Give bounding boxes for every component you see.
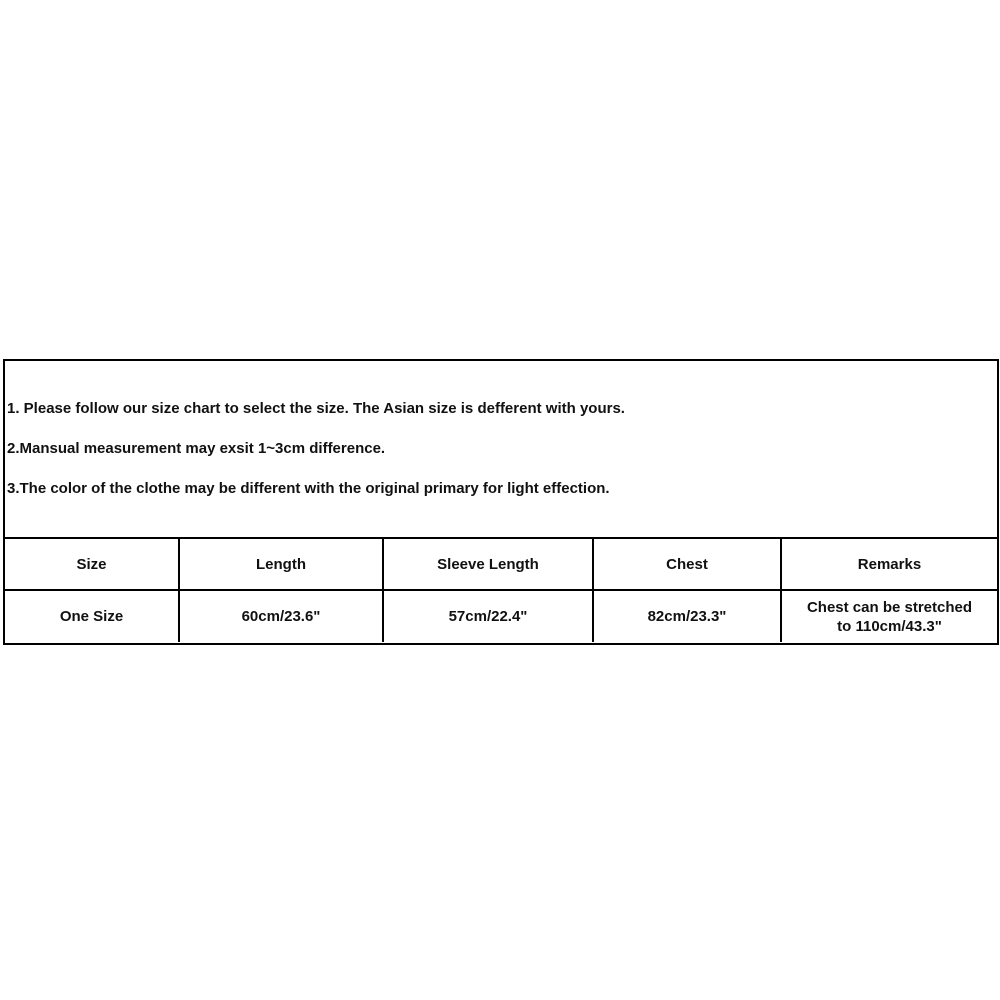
note-color: 3.The color of the clothe may be different with the original primary for light effection.: [7, 480, 610, 497]
size-notes: [5, 361, 997, 537]
size-table: [5, 537, 997, 642]
note-measurement: 2.Mansual measurement may exsit 1~3cm difference.: [7, 440, 386, 457]
table-header-row: [5, 538, 997, 590]
cell-size: One Size: [5, 590, 179, 642]
remarks-line-2: to 110cm/43.3": [837, 617, 942, 635]
header-remarks: Remarks: [781, 538, 997, 590]
header-sleeve-length: Sleeve Length: [383, 538, 593, 590]
cell-sleeve-length: 57cm/22.4": [383, 590, 593, 642]
remarks-line-1: Chest can be stretched: [806, 598, 973, 616]
cell-remarks: [781, 590, 997, 642]
note-size-chart: 1. Please follow our size chart to select the size. The Asian size is defferent with yours.: [7, 400, 625, 417]
cell-chest: 82cm/23.3": [593, 590, 781, 642]
header-size: Size: [5, 538, 179, 590]
size-chart-box: [3, 359, 999, 645]
cell-length: 60cm/23.6": [179, 590, 383, 642]
header-length: Length: [179, 538, 383, 590]
table-row: [5, 590, 997, 642]
header-chest: Chest: [593, 538, 781, 590]
